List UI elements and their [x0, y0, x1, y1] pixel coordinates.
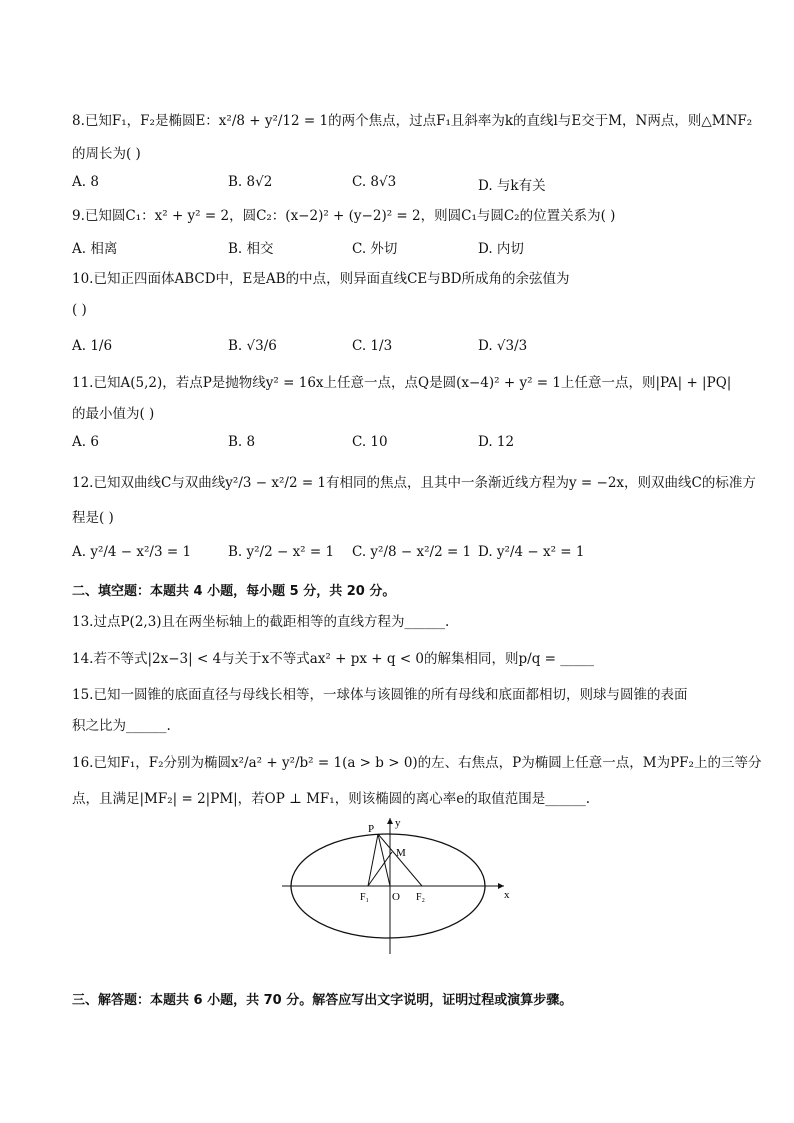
- segment-p-f2: [378, 834, 422, 886]
- q14-stem: 14.若不等式|2x−3| < 4与关于x不等式ax² + px + q < 0的解集相同，则p/q = _____: [72, 651, 594, 667]
- q8-option-d[interactable]: D. 与k有关: [478, 178, 546, 194]
- q11-option-b[interactable]: B. 8: [228, 434, 256, 450]
- q12-options: [72, 544, 732, 566]
- q9-option-b[interactable]: B. 相交: [228, 241, 274, 257]
- q10-stem-line2: ( ): [72, 302, 87, 318]
- label-f2: F₂: [416, 892, 426, 903]
- section-heading-answer: 三、解答题：本题共 6 小题，共 70 分。解答应写出文字说明，证明过程或演算步骤。: [72, 993, 573, 1008]
- label-y: y: [395, 817, 401, 829]
- q10-stem-line1: 10.已知正四面体ABCD中，E是AB的中点，则异面直线CE与BD所成角的余弦值为: [72, 271, 570, 287]
- q8-stem-line1: 8.已知F₁，F₂是椭圆E：x²/8 + y²/12 = 1的两个焦点，过点F₁且斜率为k的直线l与E交于M，N两点，则△MNF₂: [72, 113, 753, 129]
- q12-option-a[interactable]: A. y²/4 − x²/3 = 1: [72, 544, 192, 560]
- q10-option-d[interactable]: D. √3/3: [478, 338, 528, 354]
- q15-stem-line1: 15.已知一圆锥的底面直径与母线长相等，一球体与该圆锥的所有母线和底面都相切，则球与圆锥的表面: [72, 687, 688, 703]
- section-heading-fill-in: 二、填空题：本题共 4 小题，每小题 5 分，共 20 分。: [72, 584, 396, 599]
- label-x: x: [504, 889, 510, 901]
- q10-option-c[interactable]: C. 1/3: [352, 338, 393, 354]
- q13-stem: 13.过点P(2,3)且在两坐标轴上的截距相等的直线方程为______.: [72, 614, 450, 630]
- q12-stem-line2: 程是( ): [72, 510, 114, 526]
- q10-options: [72, 338, 732, 360]
- q16-stem-line1: 16.已知F₁，F₂分别为椭圆x²/a² + y²/b² = 1(a > b > 0)的左、右焦点，P为椭圆上任意一点，M为PF₂上的三等分: [72, 755, 762, 771]
- q10-option-b[interactable]: B. √3/6: [228, 338, 277, 354]
- q8-option-a[interactable]: A. 8: [72, 174, 99, 190]
- q12-option-b[interactable]: B. y²/2 − x² = 1: [228, 544, 335, 560]
- q11-option-c[interactable]: C. 10: [352, 434, 388, 450]
- q11-options: [72, 434, 732, 456]
- q8-stem-line2: 的周长为( ): [72, 146, 141, 162]
- q10-option-a[interactable]: A. 1/6: [72, 338, 113, 354]
- q12-option-d[interactable]: D. y²/4 − x² = 1: [478, 544, 585, 560]
- q8-options: [72, 174, 732, 196]
- q9-option-d[interactable]: D. 内切: [478, 241, 524, 257]
- q11-option-a[interactable]: A. 6: [72, 434, 99, 450]
- q9-option-a[interactable]: A. 相离: [72, 241, 118, 257]
- q11-stem-line2: 的最小值为( ): [72, 406, 155, 422]
- q15-stem-line2: 积之比为______.: [72, 718, 171, 734]
- q12-stem-line1: 12.已知双曲线C与双曲线y²/3 − x²/2 = 1有相同的焦点，且其中一条渐近线方程为y = −2x，则双曲线C的标准方: [72, 475, 756, 491]
- q9-option-c[interactable]: C. 外切: [352, 241, 398, 257]
- q11-stem-line1: 11.已知A(5,2)，若点P是抛物线y² = 16x上任意一点，点Q是圆(x−4)² + y² = 1上任意一点，则|PA| + |PQ|: [72, 375, 732, 391]
- label-p: P: [368, 823, 375, 835]
- q9-stem-line1: 9.已知圆C₁：x² + y² = 2，圆C₂：(x−2)² + (y−2)² = 2，则圆C₁与圆C₂的位置关系为( ): [72, 208, 616, 224]
- q11-option-d[interactable]: D. 12: [478, 434, 515, 450]
- q16-stem-line2: 点，且满足|MF₂| = 2|PM|，若OP ⊥ MF₁，则该椭圆的离心率e的取值范围是______.: [72, 791, 590, 807]
- ellipse-figure: [282, 814, 522, 956]
- q8-option-c[interactable]: C. 8√3: [352, 174, 397, 190]
- q9-options: [72, 237, 732, 259]
- q8-option-b[interactable]: B. 8√2: [228, 174, 273, 190]
- label-m: M: [396, 847, 406, 859]
- label-o: O: [392, 891, 400, 903]
- q12-option-c[interactable]: C. y²/8 − x²/2 = 1: [352, 544, 472, 560]
- label-f1: F₁: [360, 892, 370, 903]
